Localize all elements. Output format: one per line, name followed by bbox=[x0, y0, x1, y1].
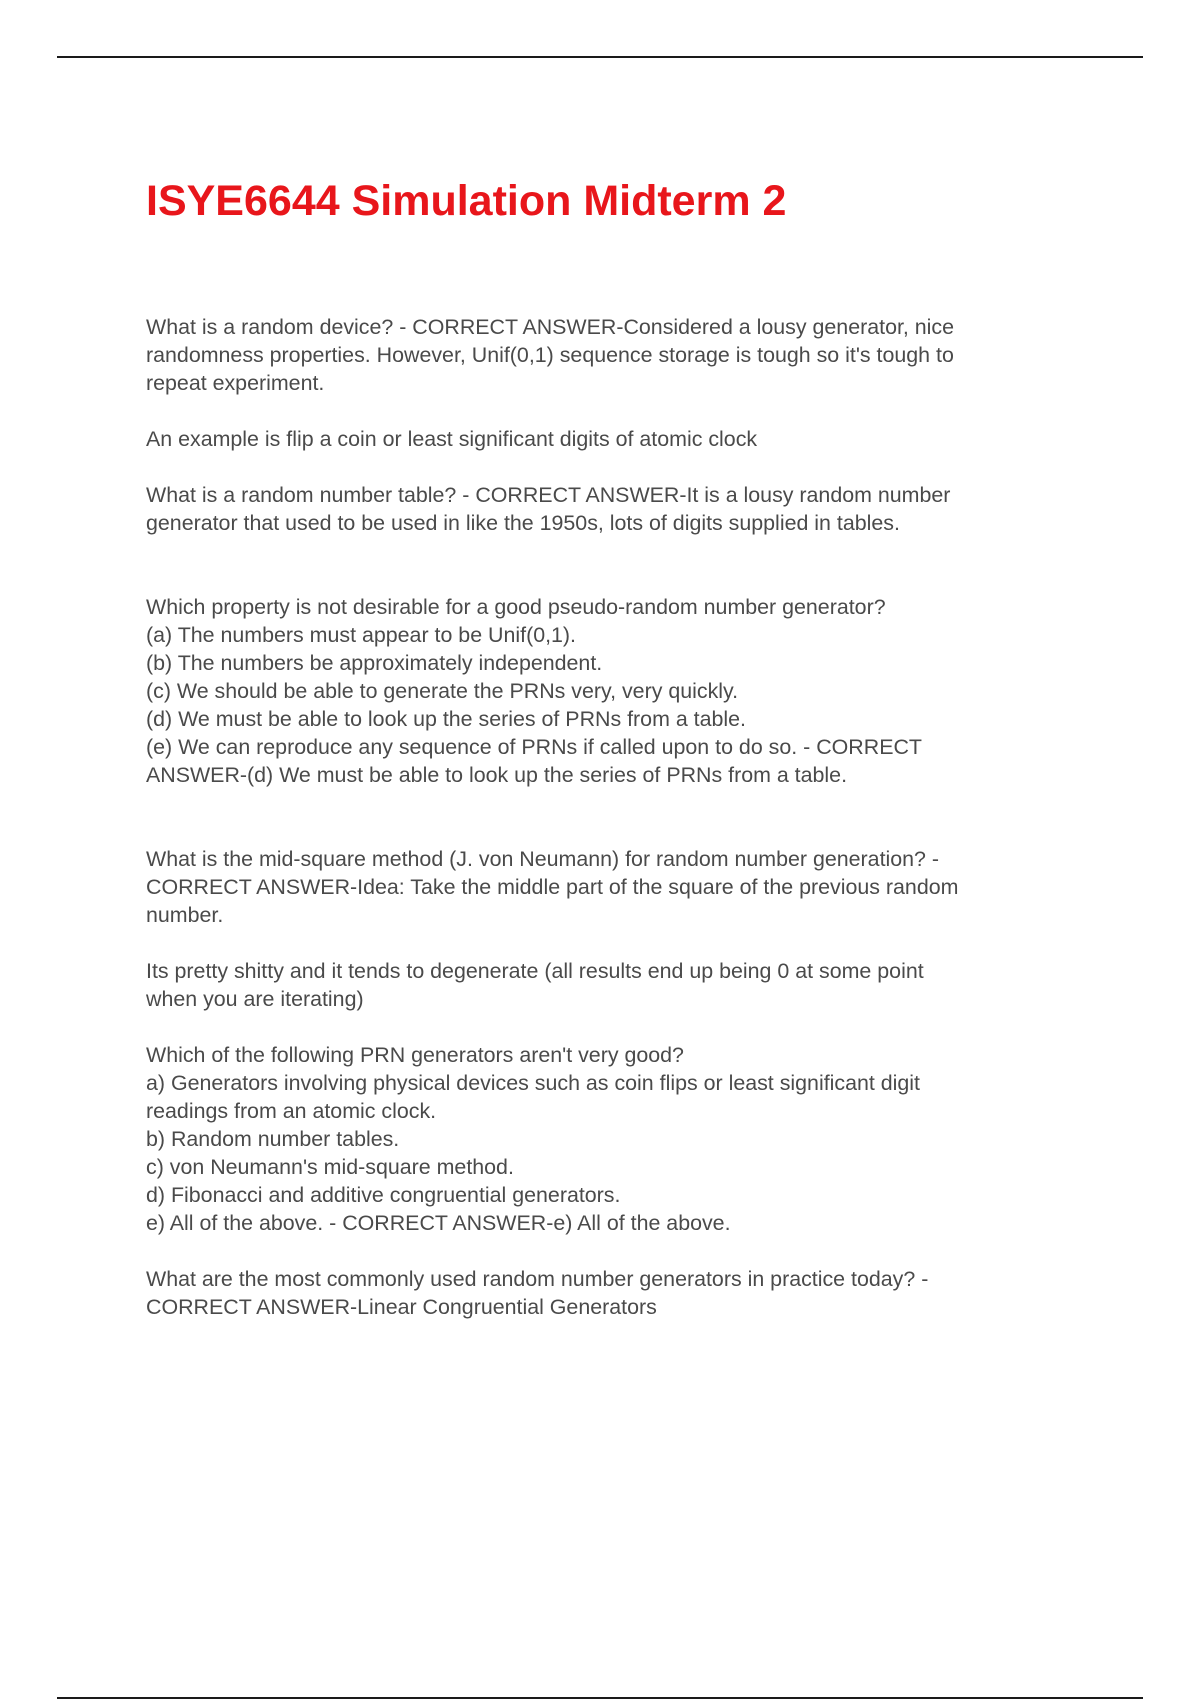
text-line: readings from an atomic clock. bbox=[146, 1099, 437, 1123]
qa-common-generators bbox=[146, 1265, 1096, 1321]
qa-mid-square-method bbox=[146, 845, 1096, 929]
text-line: repeat experiment. bbox=[146, 371, 325, 395]
text-line: CORRECT ANSWER-Idea: Take the middle part of the square of the previous random bbox=[146, 875, 959, 899]
mid-square-note bbox=[146, 957, 1096, 1013]
text-line: (d) We must be able to look up the series of PRNs from a table. bbox=[146, 707, 747, 731]
text-line: randomness properties. However, Unif(0,1) sequence storage is tough so it's tough to bbox=[146, 343, 954, 367]
qa-bad-prn-generators bbox=[146, 1041, 1096, 1237]
top-rule bbox=[57, 56, 1143, 58]
text-line: An example is flip a coin or least significant digits of atomic clock bbox=[146, 427, 758, 451]
qa-random-number-table bbox=[146, 481, 1096, 537]
text-line: (b) The numbers be approximately independent. bbox=[146, 651, 603, 675]
text-line: (c) We should be able to generate the PRNs very, very quickly. bbox=[146, 679, 739, 703]
text-line: What is the mid-square method (J. von Neumann) for random number generation? - bbox=[146, 847, 940, 871]
text-line: ANSWER-(d) We must be able to look up the series of PRNs from a table. bbox=[146, 763, 848, 787]
document-body bbox=[146, 313, 1096, 1321]
text-line: e) All of the above. - CORRECT ANSWER-e) All of the above. bbox=[146, 1211, 731, 1235]
text-line: number. bbox=[146, 903, 224, 927]
text-line: What is a random number table? - CORRECT ANSWER-It is a lousy random number bbox=[146, 483, 951, 507]
text-line: c) von Neumann's mid-square method. bbox=[146, 1155, 514, 1179]
text-line: d) Fibonacci and additive congruential generators. bbox=[146, 1183, 621, 1207]
text-line: CORRECT ANSWER-Linear Congruential Generators bbox=[146, 1295, 657, 1319]
text-line: (e) We can reproduce any sequence of PRNs if called upon to do so. - CORRECT bbox=[146, 735, 922, 759]
text-line: Which property is not desirable for a good pseudo-random number generator? bbox=[146, 595, 886, 619]
random-device-example bbox=[146, 425, 1096, 453]
text-line: when you are iterating) bbox=[146, 987, 364, 1011]
qa-random-device bbox=[146, 313, 1096, 397]
bottom-rule bbox=[57, 1697, 1143, 1699]
text-line: b) Random number tables. bbox=[146, 1127, 400, 1151]
text-line: Which of the following PRN generators aren't very good? bbox=[146, 1043, 684, 1067]
text-line: a) Generators involving physical devices such as coin flips or least significant digit bbox=[146, 1071, 921, 1095]
text-line: Its pretty shitty and it tends to degenerate (all results end up being 0 at some point bbox=[146, 959, 924, 983]
text-line: (a) The numbers must appear to be Unif(0,1). bbox=[146, 623, 576, 647]
document-title: ISYE6644 Simulation Midterm 2 bbox=[146, 177, 787, 225]
text-line: What is a random device? - CORRECT ANSWER-Considered a lousy generator, nice bbox=[146, 315, 955, 339]
text-line: What are the most commonly used random number generators in practice today? - bbox=[146, 1267, 929, 1291]
text-line: generator that used to be used in like the 1950s, lots of digits supplied in tables. bbox=[146, 511, 900, 535]
qa-prng-property bbox=[146, 593, 1096, 789]
